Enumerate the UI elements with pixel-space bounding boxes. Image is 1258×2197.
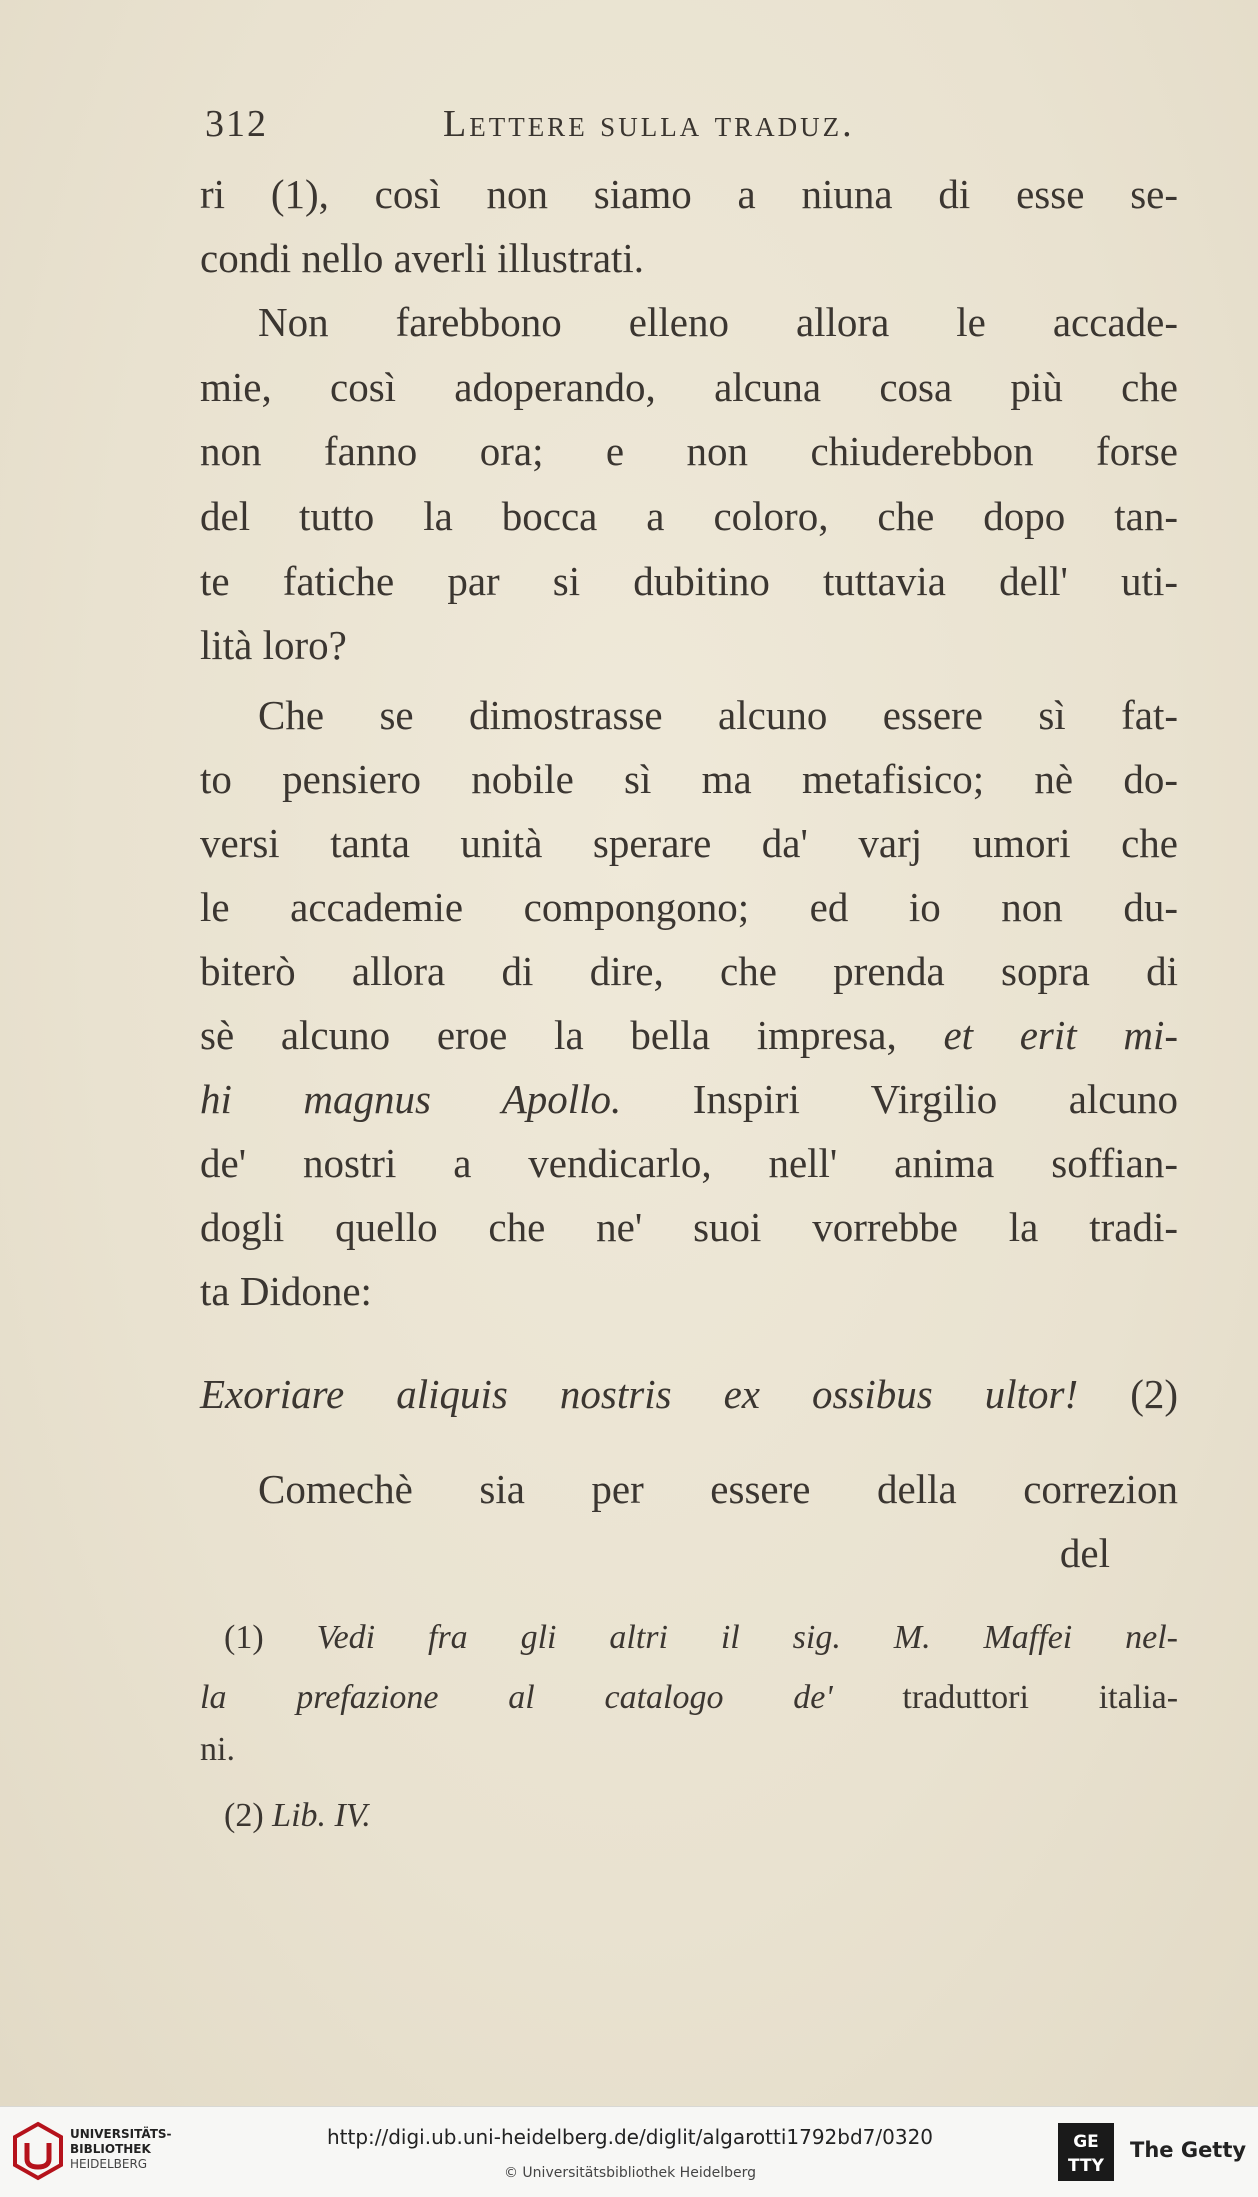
text-line-1: ri (1), così non siamo a niuna di esse se- (200, 171, 1178, 217)
text-line-10: to pensiero nobile sì ma metafisico; nè do- (200, 756, 1178, 802)
permalink-url[interactable]: http://digi.ub.uni-heidelberg.de/diglit/algarotti1792bd7/0320 (326, 2125, 934, 2149)
copyright-notice: © Universitätsbibliothek Heidelberg (503, 2165, 756, 2181)
text-line-5: non fanno ora; e non chiuderebbon forse (200, 428, 1178, 474)
quote-note-ref: (2) (1130, 1371, 1179, 1417)
latin-quote-text: Exoriare aliquis nostris ex ossibus ultor! (200, 1371, 1079, 1417)
uni-name-line-2: BIBLIOTHEK (70, 2142, 151, 2156)
footnote-1-text-2-roman: traduttori italia- (902, 1679, 1179, 1716)
text-line-14-italic: et erit mi- (943, 1012, 1179, 1058)
text-line-4: mie, così adoperando, alcuna cosa più che (200, 364, 1178, 410)
text-line-7: te fatiche par si dubitino tuttavia dell' uti- (200, 558, 1178, 604)
footnote-2-marker: (2) (224, 1797, 264, 1834)
footnote-1-line-2 (200, 1674, 1178, 1722)
uni-name-line-3: HEIDELBERG (70, 2157, 148, 2171)
text-line-8: lità loro? (200, 622, 347, 668)
page-number: 312 (205, 103, 268, 145)
text-line-14-roman: sè alcuno eroe la bella impresa, (200, 1012, 897, 1058)
uni-name-line-1: UNIVERSITÄTS- (70, 2127, 172, 2141)
footnote-1-marker: (1) (224, 1619, 264, 1656)
continuation-line: Comechè sia per essere della correzion (258, 1466, 1178, 1512)
footnote-2 (224, 1792, 1178, 1840)
running-title: Lettere sulla traduz. (443, 103, 855, 145)
latin-quote (200, 1363, 1178, 1425)
text-line-15-italic: hi magnus Apollo. (200, 1076, 622, 1122)
library-footer (0, 2106, 1258, 2197)
text-line-18: ta Didone: (200, 1268, 372, 1314)
footnote-1-text-2-italic: la prefazione al catalogo de' (200, 1679, 833, 1716)
text-line-12: le accademie compongono; ed io non du- (200, 884, 1178, 930)
getty-logo-icon (1058, 2123, 1114, 2181)
footnote-2-text: Lib. IV. (272, 1797, 371, 1834)
running-header (205, 102, 1005, 152)
text-line-14 (200, 1004, 1178, 1066)
svg-text:GE: GE (1073, 2132, 1099, 2152)
footnote-1-line-1 (224, 1614, 1178, 1662)
university-library-logo-icon (12, 2121, 64, 2181)
text-line-3: Non farebbono elleno allora le accade- (258, 299, 1178, 345)
text-line-13: biterò allora di dire, che prenda sopra di (200, 948, 1178, 994)
footnote-1-text-1: Vedi fra gli altri il sig. M. Maffei nel- (316, 1619, 1178, 1656)
svg-text:TTY: TTY (1068, 2156, 1104, 2176)
text-line-2: condi nello averli illustrati. (200, 235, 645, 281)
text-line-15-roman: Inspiri Virgilio alcuno (692, 1076, 1179, 1122)
text-line-11: versi tanta unità sperare da' varj umori che (200, 820, 1178, 866)
catchword: del (1059, 1530, 1110, 1576)
text-line-17: dogli quello che ne' suoi vorrebbe la tradi- (200, 1204, 1178, 1250)
university-library-name (70, 2127, 172, 2172)
footnote-1-line-3: ni. (200, 1731, 235, 1768)
text-line-9: Che se dimostrasse alcuno essere sì fat- (258, 692, 1178, 738)
getty-name: The Getty (1130, 2138, 1247, 2162)
text-line-16: de' nostri a vendicarlo, nell' anima soffian- (200, 1140, 1178, 1186)
text-line-6: del tutto la bocca a coloro, che dopo tan- (200, 493, 1178, 539)
text-line-15 (200, 1068, 1178, 1130)
